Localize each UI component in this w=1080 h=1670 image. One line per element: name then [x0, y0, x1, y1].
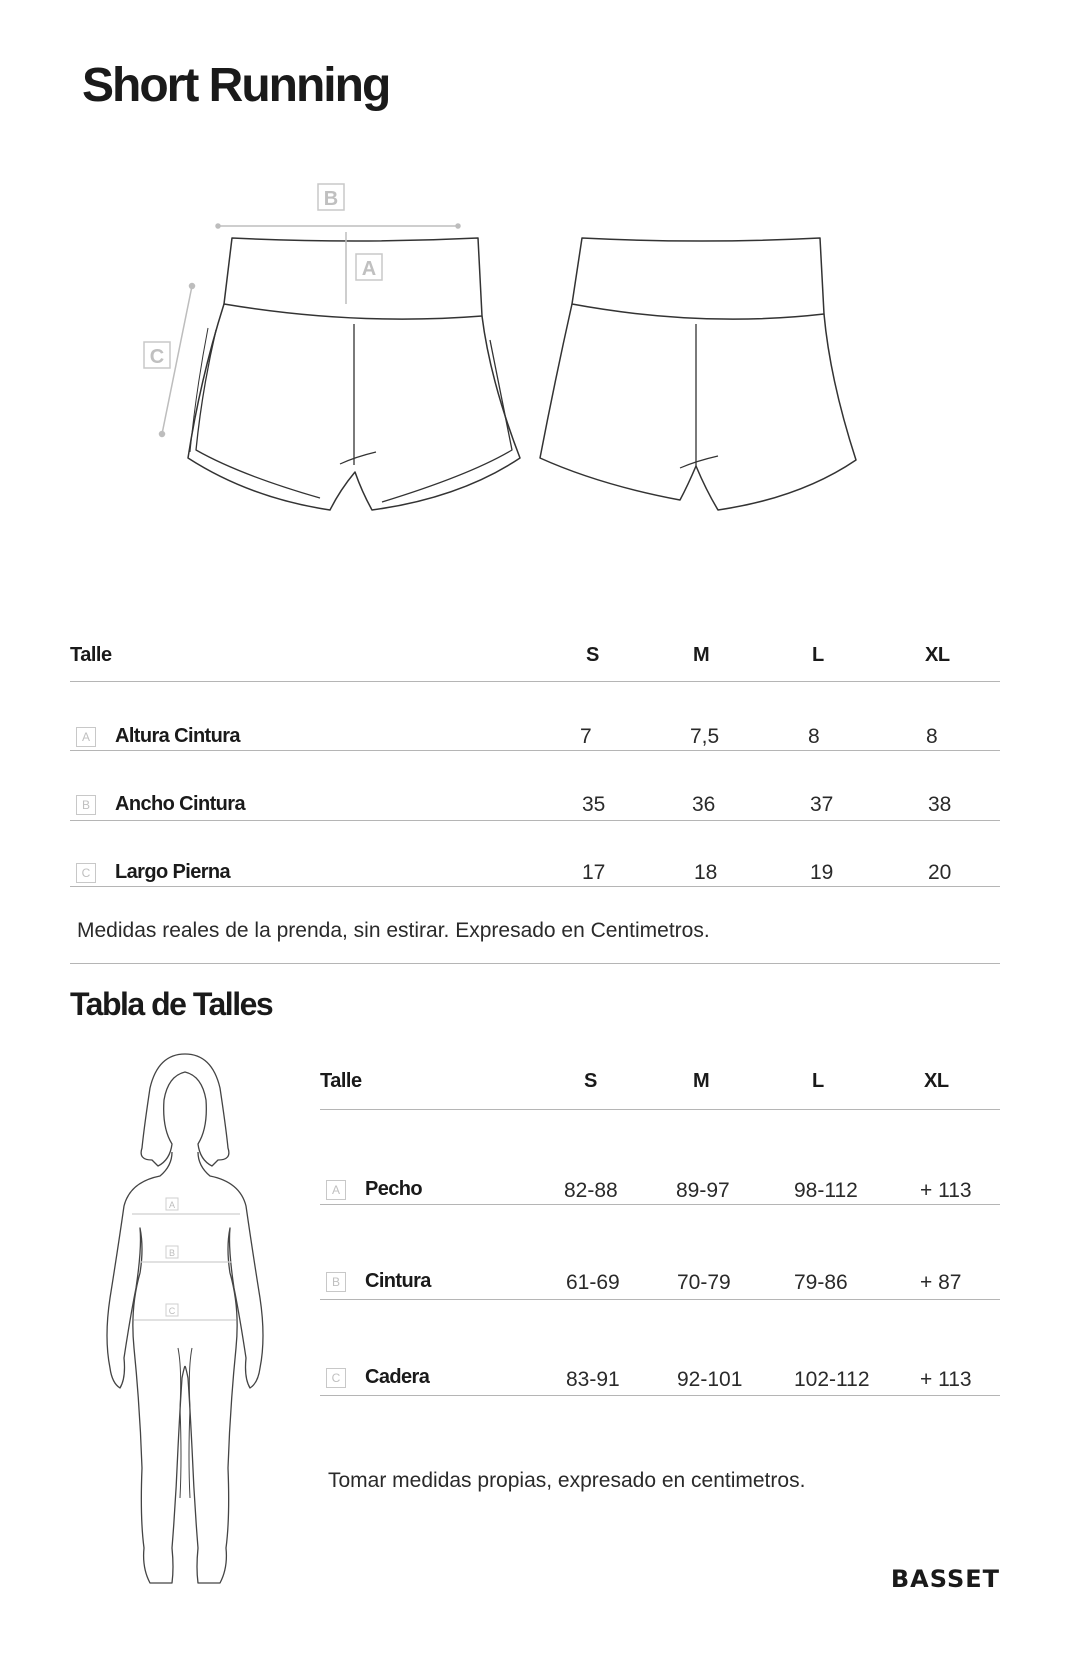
figure-label-a: A [168, 1200, 176, 1210]
table-cell: 19 [810, 861, 834, 884]
divider [320, 1109, 1000, 1110]
table-cell: 79-86 [794, 1271, 848, 1294]
diagram-label-a: A [361, 258, 377, 280]
figure-label-b: B [168, 1248, 176, 1258]
divider [320, 1395, 1000, 1396]
table-cell: 18 [694, 861, 718, 884]
table-cell: 35 [582, 793, 606, 816]
table-cell: 38 [928, 793, 952, 816]
divider [320, 1204, 1000, 1205]
row-label-largo-pierna: Largo Pierna [115, 861, 231, 883]
table-cell: 8 [808, 725, 820, 748]
row-badge: B [326, 1272, 346, 1292]
size-table-size-m: M [693, 1070, 710, 1092]
garment-table-header-label: Talle [70, 644, 112, 666]
divider [70, 820, 1000, 821]
divider [70, 963, 1000, 964]
table-cell: 83-91 [566, 1368, 620, 1391]
garment-table-size-m: M [693, 644, 710, 666]
row-badge: A [76, 727, 96, 747]
divider [320, 1299, 1000, 1300]
table-cell: 102-112 [794, 1368, 870, 1391]
diagram-label-b: B [323, 188, 339, 210]
size-table-size-xl: XL [924, 1070, 949, 1092]
divider [70, 750, 1000, 751]
table-cell: + 113 [920, 1179, 972, 1202]
row-label-ancho-cintura: Ancho Cintura [115, 793, 245, 815]
table-cell: 82-88 [564, 1179, 618, 1202]
row-badge: B [76, 795, 96, 815]
table-cell: + 87 [920, 1271, 962, 1294]
diagram-label-c: C [149, 346, 165, 368]
row-label-altura-cintura: Altura Cintura [115, 725, 240, 747]
size-chart-title: Tabla de Talles [70, 986, 273, 1022]
table-cell: 98-112 [794, 1179, 858, 1202]
table-cell: 70-79 [677, 1271, 731, 1294]
size-table-size-l: L [812, 1070, 824, 1092]
row-label-cintura: Cintura [365, 1270, 431, 1292]
garment-table-size-s: S [586, 644, 599, 666]
table-cell: + 113 [920, 1368, 972, 1391]
table-cell: 17 [582, 861, 606, 884]
table-cell: 8 [926, 725, 938, 748]
divider [70, 681, 1000, 682]
size-table-size-s: S [584, 1070, 597, 1092]
divider [70, 886, 1000, 887]
table-cell: 36 [692, 793, 716, 816]
table-cell: 37 [810, 793, 834, 816]
table-cell: 61-69 [566, 1271, 620, 1294]
body-figure [100, 1048, 270, 1593]
table-cell: 7,5 [690, 725, 720, 748]
back-body [540, 304, 856, 510]
table-cell: 89-97 [676, 1179, 730, 1202]
row-badge: A [326, 1180, 346, 1200]
table-cell: 92-101 [677, 1368, 743, 1391]
front-waistband [224, 238, 482, 319]
row-label-pecho: Pecho [365, 1178, 423, 1200]
body-outline-illustration [100, 1048, 270, 1593]
table-cell: 20 [928, 861, 952, 884]
row-badge: C [76, 863, 96, 883]
row-label-cadera: Cadera [365, 1366, 430, 1388]
shorts-diagram [140, 180, 900, 520]
shorts-illustration [140, 180, 900, 520]
back-waistband [572, 238, 824, 319]
garment-measure-note: Medidas reales de la prenda, sin estirar. Expresado en Centimetros. [77, 919, 710, 942]
page-title: Short Running [82, 59, 390, 112]
body-measure-note: Tomar medidas propias, expresado en centimetros. [328, 1469, 806, 1492]
table-cell: 7 [580, 725, 592, 748]
size-table-header-label: Talle [320, 1070, 362, 1092]
brand-logo: BASSET [890, 1565, 1000, 1593]
garment-table-size-xl: XL [925, 644, 950, 666]
garment-table-size-l: L [812, 644, 824, 666]
figure-label-c: C [168, 1306, 176, 1316]
row-badge: C [326, 1368, 346, 1388]
